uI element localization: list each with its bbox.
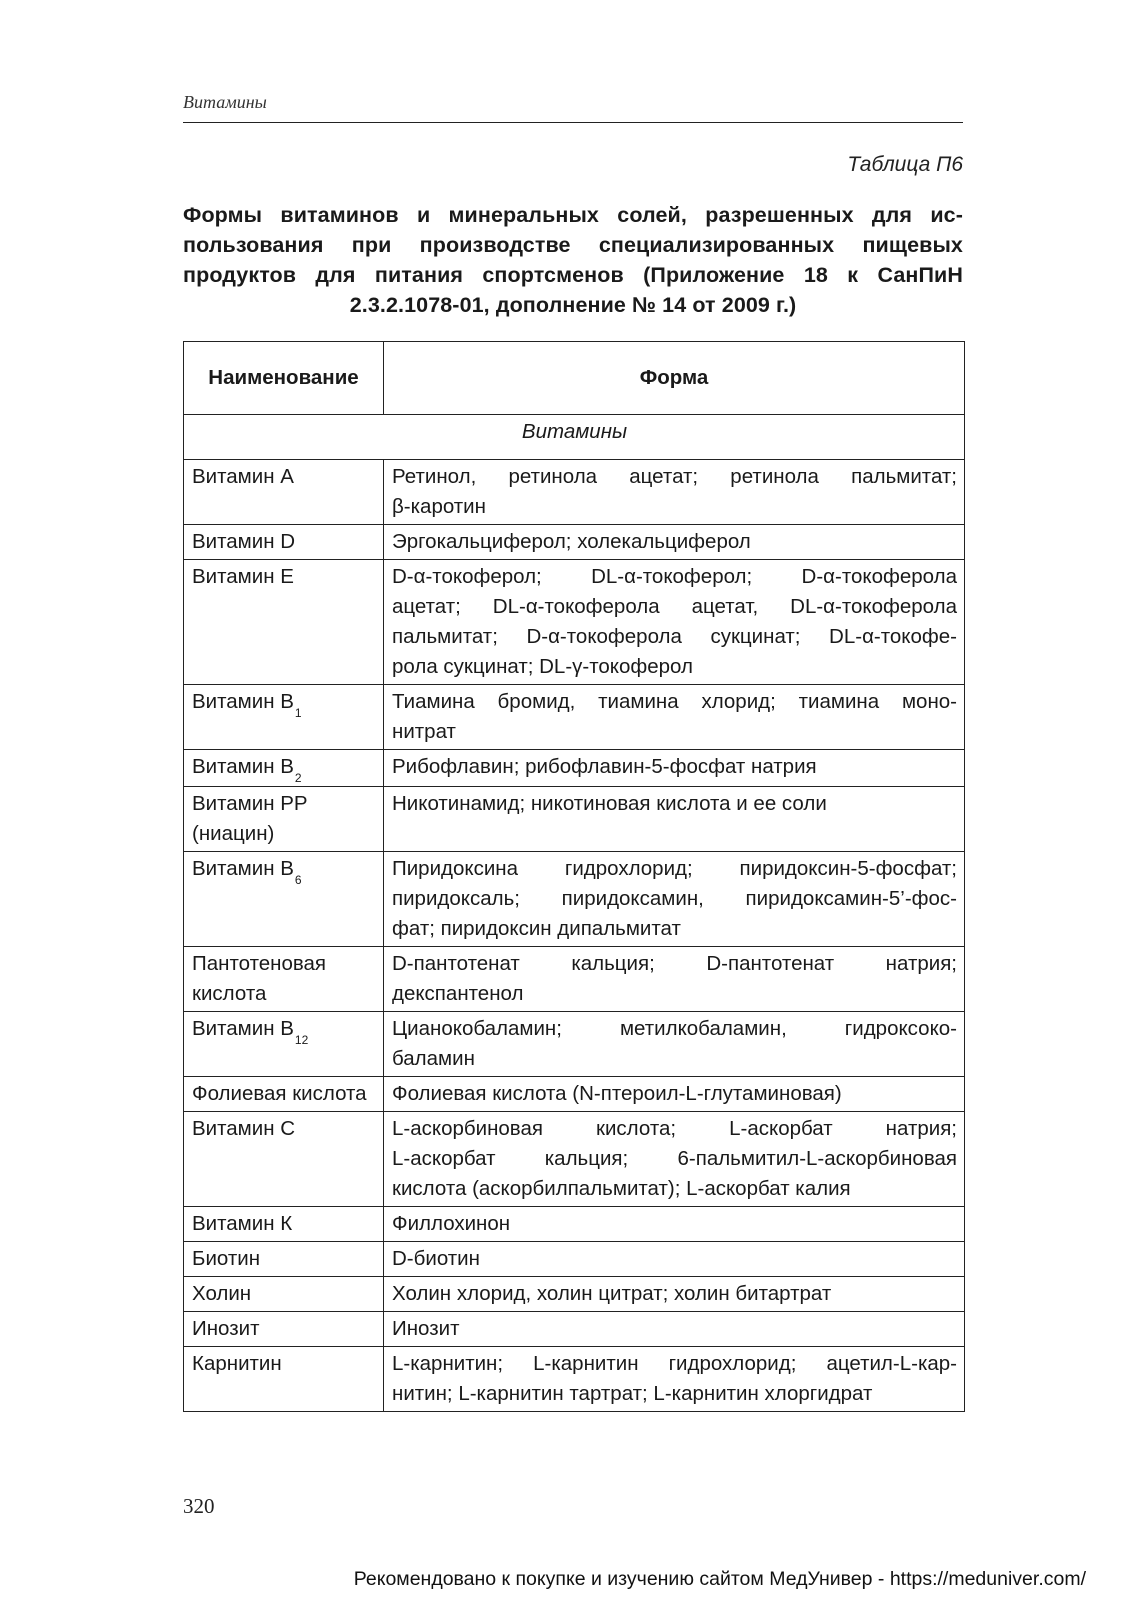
vitamin-name: Витамин С (192, 1117, 296, 1140)
vitamin-form-cell (384, 1207, 965, 1242)
form-line: пальмитат; D-α-токоферола сукцинат; DL-α-токофе- (392, 625, 957, 648)
table-row (184, 1077, 965, 1112)
form-line: L-карнитин; L-карнитин гидрохлорид; ацетил-L-кар- (392, 1352, 957, 1375)
vitamin-form-cell (384, 787, 965, 852)
table-row (184, 787, 965, 852)
vitamin-form-cell (384, 852, 965, 947)
form-line: Филлохинон (392, 1212, 511, 1235)
header-rule (183, 122, 963, 123)
running-head: Витамины (183, 92, 267, 112)
form-line: D-биотин (392, 1247, 480, 1270)
vitamin-form-cell (384, 1312, 965, 1347)
form-line: кислота (аскорбилпальмитат); L-аскорбат калия (392, 1177, 851, 1200)
form-line: пиридоксаль; пиридоксамин, пиридоксамин-5’-фос- (392, 887, 957, 910)
table-label: Таблица П6 (847, 153, 963, 176)
form-line: ацетат; DL-α-токоферола ацетат, DL-α-токоферола (392, 595, 957, 618)
column-header-name: Наименование (184, 342, 384, 415)
form-line: Никотинамид; никотиновая кислота и ее соли (392, 792, 827, 815)
table-row (184, 560, 965, 685)
table-row (184, 1207, 965, 1242)
form-line: D-α-токоферол; DL-α-токоферол; D-α-токоферола (392, 565, 957, 588)
table-row (184, 1312, 965, 1347)
vitamin-form-cell (384, 1077, 965, 1112)
vitamin-form-cell (384, 560, 965, 685)
vitamin-name-cell (184, 947, 384, 1012)
section-heading: Витамины (184, 415, 965, 460)
vitamin-name-cell (184, 1112, 384, 1207)
vitamin-name: Инозит (192, 1317, 260, 1340)
vitamin-form-cell (384, 460, 965, 525)
form-line: Цианокобаламин; метилкобаламин, гидроксоко- (392, 1017, 957, 1040)
table-row (184, 460, 965, 525)
vitamin-name: Фолиевая кислота (192, 1082, 367, 1105)
table-header-row (184, 342, 965, 415)
vitamin-form-cell (384, 685, 965, 750)
vitamin-form-cell (384, 947, 965, 1012)
form-line: рола сукцинат; DL-γ-токоферол (392, 655, 693, 678)
table-row (184, 750, 965, 787)
forms-table (183, 341, 965, 1412)
form-line: нитин; L-карнитин тартрат; L-карнитин хлоргидрат (392, 1382, 873, 1405)
form-line: нитрат (392, 720, 456, 743)
vitamin-form-cell (384, 1347, 965, 1412)
form-line: Инозит (392, 1317, 460, 1340)
vitamin-name: Карнитин (192, 1352, 282, 1375)
form-line: L-аскорбат кальция; 6-пальмитил-L-аскорбиновая (392, 1147, 957, 1170)
vitamin-form-cell (384, 1277, 965, 1312)
vitamin-name: Холин (192, 1282, 252, 1305)
section-row (184, 415, 965, 460)
vitamin-name-cell (184, 1242, 384, 1277)
vitamin-name-cell (184, 685, 384, 750)
vitamin-form-cell (384, 750, 965, 787)
vitamin-name: Биотин (192, 1247, 261, 1270)
table-row (184, 525, 965, 560)
vitamin-name-cell (184, 1347, 384, 1412)
vitamin-name-cell (184, 460, 384, 525)
vitamin-name-cell (184, 560, 384, 685)
form-line: Тиамина бромид, тиамина хлорид; тиамина моно- (392, 690, 957, 713)
form-line: Рибофлавин; рибофлавин-5-фосфат натрия (392, 755, 817, 778)
vitamin-name-cell (184, 1207, 384, 1242)
vitamin-name: Витамин РР (ниацин) (192, 792, 308, 845)
vitamin-name-cell (184, 525, 384, 560)
vitamin-form-cell (384, 525, 965, 560)
table-title (183, 200, 963, 320)
page-number: 320 (183, 1494, 215, 1518)
form-line: декспантенол (392, 982, 524, 1005)
vitamin-name-cell (184, 1077, 384, 1112)
table-row (184, 1277, 965, 1312)
vitamin-name-cell (184, 852, 384, 947)
form-line: Фолиевая кислота (N-птероил-L-глутаминовая) (392, 1082, 842, 1105)
table-row (184, 1242, 965, 1277)
vitamin-name: Витамин Е (192, 565, 294, 588)
table-title-line: Формы витаминов и минеральных солей, разрешенных для ис- (183, 203, 963, 227)
form-line: баламин (392, 1047, 475, 1070)
form-line: Ретинол, ретинола ацетат; ретинола пальмитат; (392, 465, 957, 488)
form-line: Холин хлорид, холин цитрат; холин битартрат (392, 1282, 832, 1305)
vitamin-form-cell (384, 1242, 965, 1277)
vitamin-name: Пантотеновая кислота (192, 952, 327, 1005)
vitamin-name: Витамин К (192, 1212, 293, 1235)
table-row (184, 852, 965, 947)
footer-note: Рекомендовано к покупке и изучению сайтом МедУнивер - https://meduniver.com/ (353, 1568, 1086, 1590)
form-line: Эргокальциферол; холекальциферол (392, 530, 751, 553)
vitamin-subscript: 12 (294, 1033, 309, 1047)
form-line: L-аскорбиновая кислота; L-аскорбат натрия; (392, 1117, 957, 1140)
vitamin-form-cell (384, 1012, 965, 1077)
form-line: β-каротин (392, 495, 486, 518)
column-header-form: Форма (384, 342, 965, 415)
table-row (184, 947, 965, 1012)
form-line: Пиридоксина гидрохлорид; пиридоксин-5-фосфат; (392, 857, 957, 880)
vitamin-subscript: 2 (294, 771, 302, 785)
vitamin-name: Витамин В (192, 1017, 294, 1040)
table-title-line: продуктов для питания спортсменов (Приложение 18 к СанПиН (183, 263, 963, 287)
vitamin-name: Витамин D (192, 530, 296, 553)
form-line: D-пантотенат кальция; D-пантотенат натрия; (392, 952, 957, 975)
vitamin-form-cell (384, 1112, 965, 1207)
vitamin-name-cell (184, 1312, 384, 1347)
vitamin-name-cell (184, 787, 384, 852)
table-title-line: пользования при производстве специализированных пищевых (183, 233, 963, 257)
vitamin-name: Витамин А (192, 465, 294, 488)
vitamin-subscript: 6 (294, 873, 302, 887)
table-row (184, 685, 965, 750)
table-row (184, 1112, 965, 1207)
vitamin-name: Витамин В (192, 857, 294, 880)
table-row (184, 1012, 965, 1077)
vitamin-name: Витамин В (192, 755, 294, 778)
table-title-line: 2.3.2.1078-01, дополнение № 14 от 2009 г.) (349, 293, 797, 317)
vitamin-subscript: 1 (294, 706, 302, 720)
form-line: фат; пиридоксин дипальмитат (392, 917, 681, 940)
vitamin-name-cell (184, 1012, 384, 1077)
vitamin-name: Витамин В (192, 690, 294, 713)
vitamin-name-cell (184, 750, 384, 787)
table-row (184, 1347, 965, 1412)
vitamin-name-cell (184, 1277, 384, 1312)
